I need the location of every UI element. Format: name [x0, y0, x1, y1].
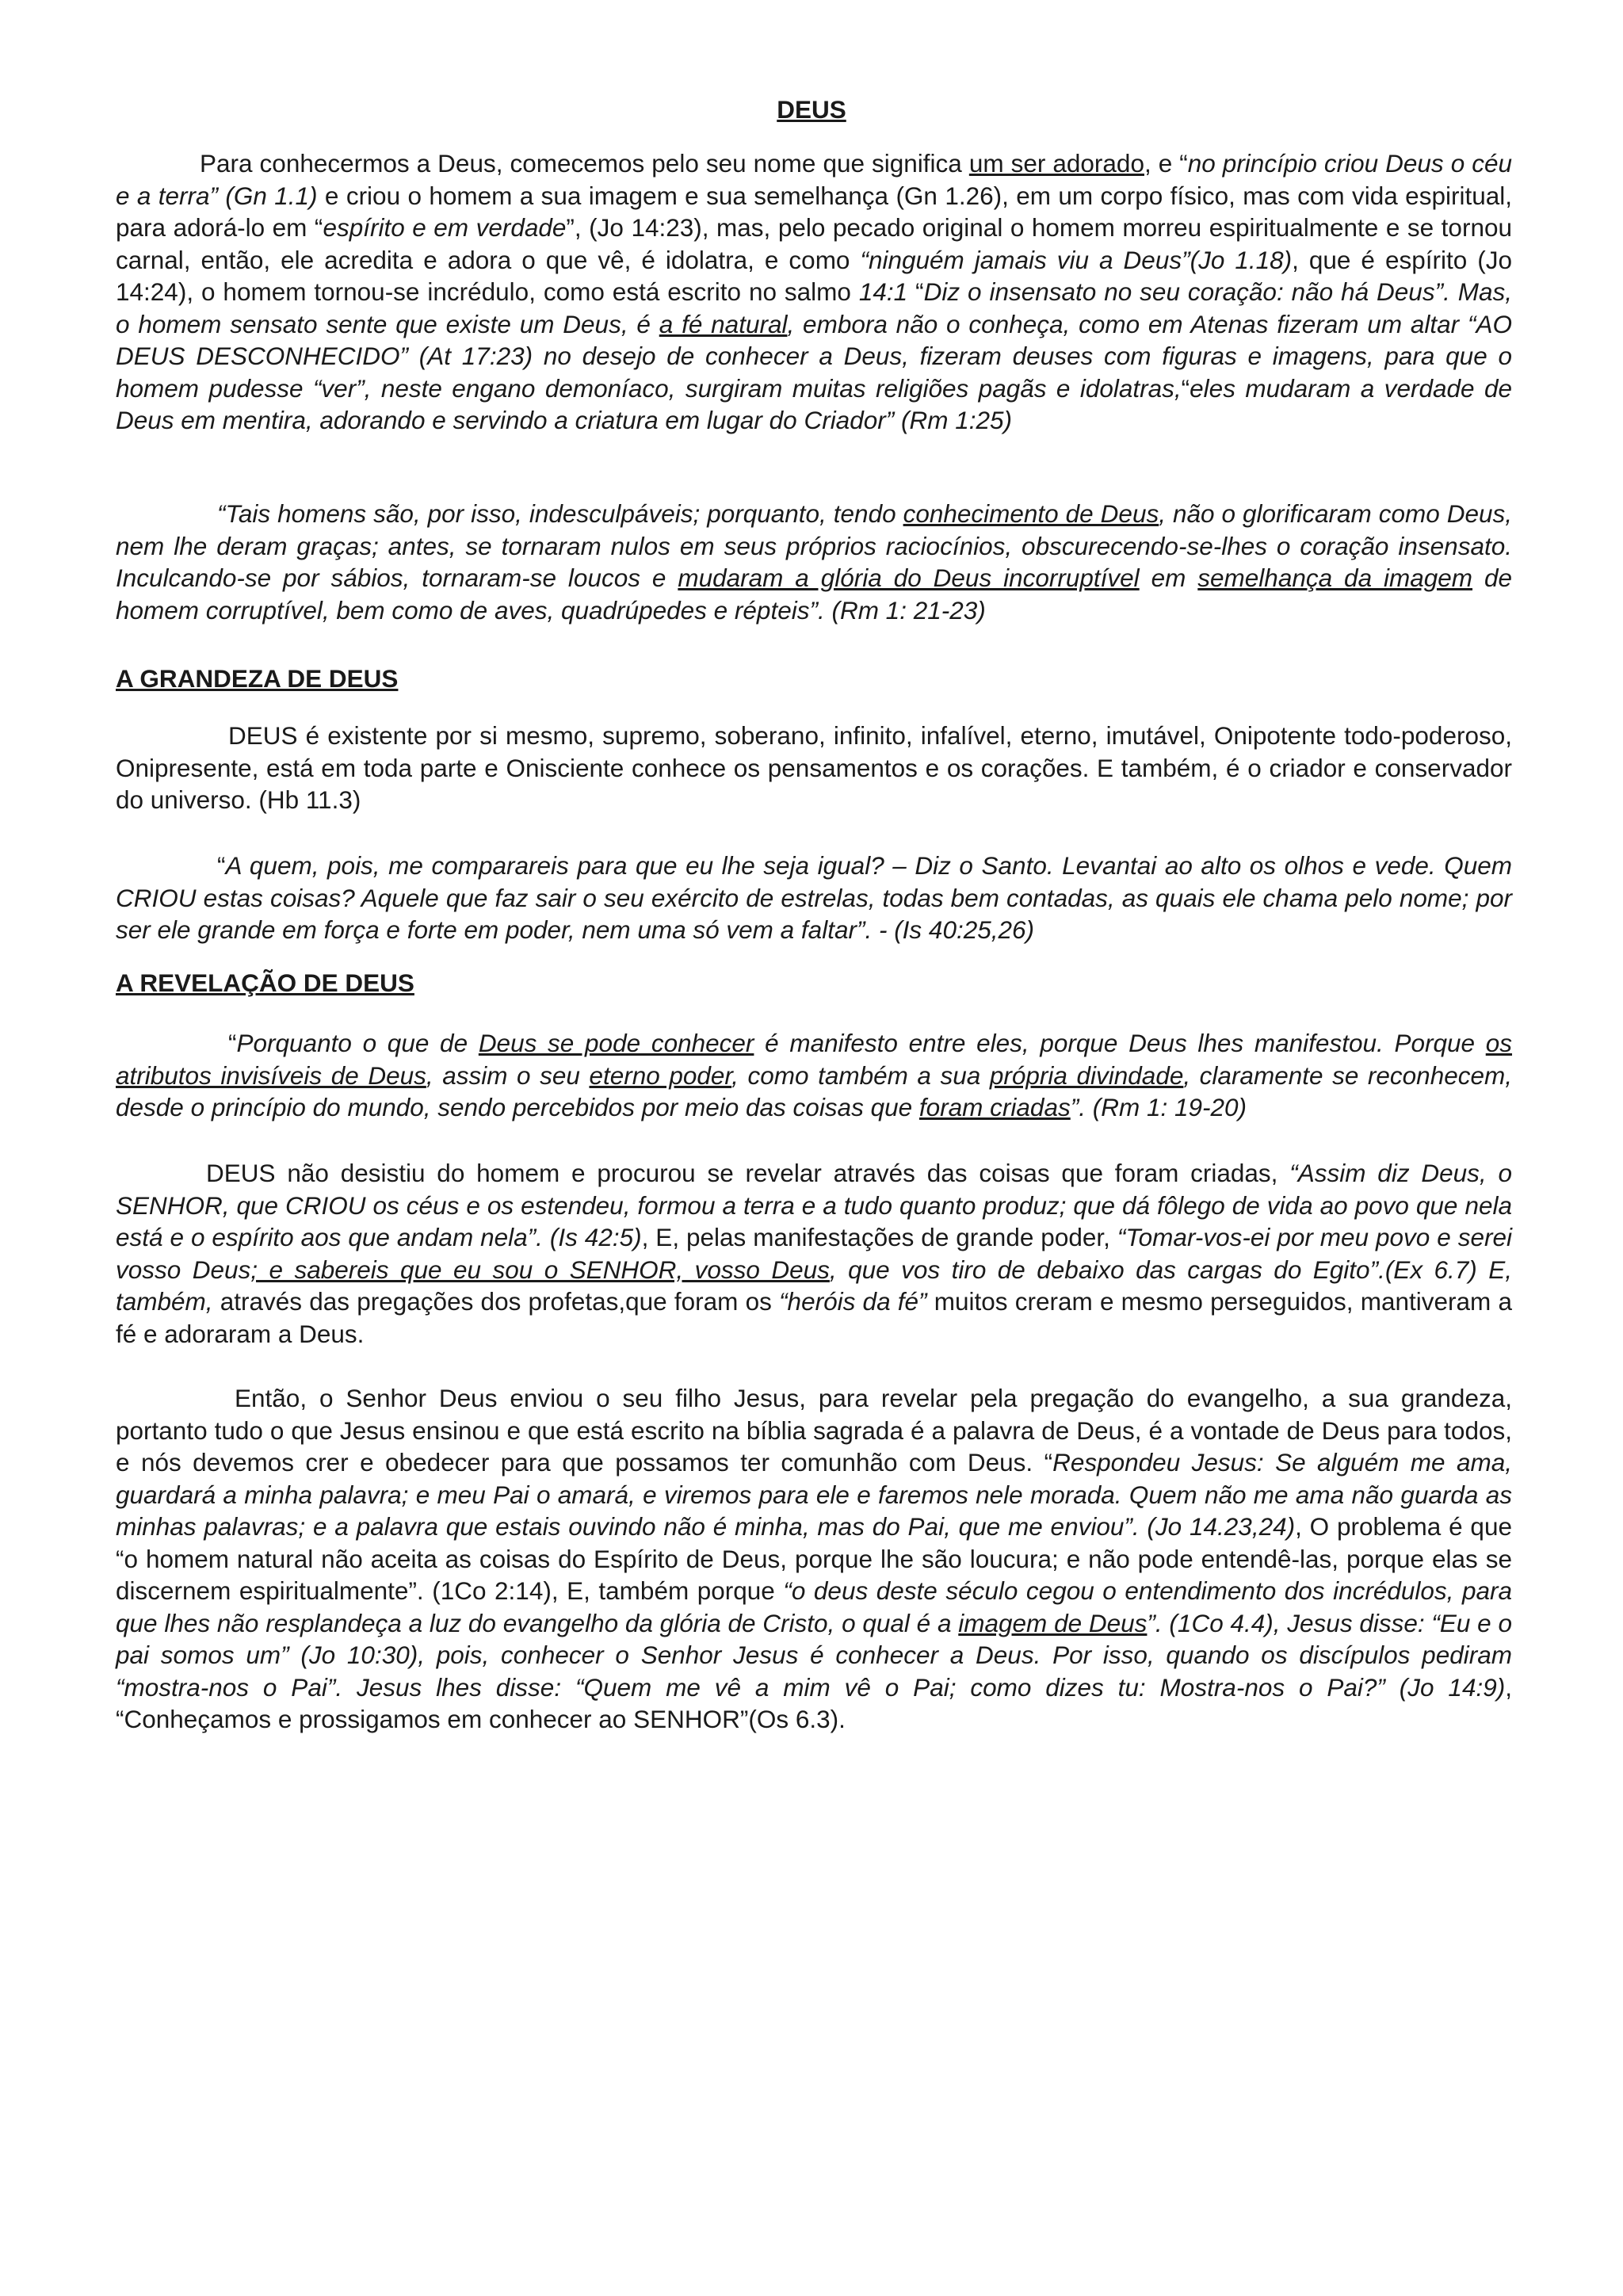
- paragraph-grandeza: [116, 720, 1512, 816]
- text-segment: os atributos invisíveis de Deus: [116, 1029, 1513, 1090]
- text-segment: no princípio criou Deus o céu e a terra” (Gn 1.1): [116, 149, 1513, 210]
- text-segment: eles mudaram a verdade de Deus em mentira, adorando e servindo a criatura em lugar do Criador” (Rm 1:25): [116, 373, 1513, 434]
- text-segment: conhecimento de Deus: [903, 499, 1159, 528]
- text-segment: “o deus deste século cegou o entendimento dos incrédulos, para que lhes não resplandeça a luz do evangelho da glória de Cristo, o qual é a: [116, 1576, 1512, 1637]
- text-segment: “Tomar-vos-ei por meu povo e serei vosso Deus: [116, 1223, 1512, 1284]
- text-segment: 14:1: [858, 277, 908, 306]
- text-segment: DEUS é existente por si mesmo, supremo, soberano, infinito, infalível, eterno, imutável, Onipotente todo-poderoso, Onipresente, está em toda parte e Onisciente conhece os pensamentos e os corações. E também, é o criador e conservador do universo. (Hb 11.3): [116, 721, 1512, 814]
- text-segment: Porquanto o que de: [236, 1029, 479, 1057]
- text-segment: “: [907, 277, 924, 306]
- text-segment: é manifesto entre eles, porque Deus lhes manifestou. Porque: [754, 1029, 1486, 1057]
- text-segment: “: [217, 851, 226, 880]
- paragraph-jesus: [116, 1382, 1512, 1736]
- text-segment: Diz o insensato no seu coração: não há Deus”. Mas, o homem sensato sente que existe um Deus, é: [116, 277, 1512, 338]
- text-segment: , O problema é que “o homem natural não aceita as coisas do Espírito de Deus, porque lhe são loucura; e não pode entendê-las, porque elas se discernem espiritualmente”. (1Co 2:14), E, também porque: [116, 1512, 1512, 1605]
- paragraph-intro: [116, 147, 1512, 437]
- text-segment: própria divindade: [989, 1060, 1184, 1090]
- page-title: DEUS: [777, 95, 846, 124]
- text-segment: e criou o homem a sua imagem e sua semelhança (Gn 1.26), em um corpo físico, mas com vida espiritual, para adorá-lo em “: [116, 181, 1512, 242]
- text-segment: Respondeu Jesus: Se alguém me ama, guardará a minha palavra; e meu Pai o amará, e viremos para ele e faremos nele morada. Quem não me ama não guarda as minhas palavras; e a palavra que estais ouvindo não é minha, mas do Pai, que me enviou”. (Jo 14.23,24): [116, 1448, 1512, 1541]
- text-segment: a fé natural: [659, 309, 788, 338]
- paragraph-revelacao-quote: [116, 1027, 1512, 1124]
- text-segment: em: [1139, 563, 1198, 592]
- text-segment: , que vos tiro de debaixo das cargas do Egito”.(Ex 6.7) E, também,: [116, 1255, 1513, 1316]
- text-segment: Deus se pode conhecer: [478, 1029, 754, 1057]
- text-segment: DEUS não desistiu do homem e procurou se revelar através das coisas que foram criadas,: [206, 1159, 1290, 1187]
- paragraph-romans-quote: [116, 498, 1512, 626]
- text-segment: , assim o seu: [426, 1060, 590, 1090]
- text-segment: , que é espírito (Jo 14:24), o homem tornou-se incrédulo, como está escrito no salmo: [116, 245, 1512, 306]
- paragraph-revelacao: [116, 1157, 1512, 1350]
- text-segment: ; e sabereis que eu sou o SENHOR, vosso Deus: [250, 1255, 830, 1284]
- text-segment: , “Conheçamos e prossigamos em conhecer ao SENHOR”(Os 6.3).: [116, 1672, 1512, 1733]
- text-segment: eterno poder: [589, 1060, 732, 1090]
- text-segment: , E, pelas manifestações de grande poder,: [641, 1223, 1117, 1251]
- text-segment: , como também a sua: [731, 1060, 990, 1090]
- text-segment: “: [228, 1029, 237, 1057]
- text-segment: “Tais homens são, por isso, indesculpáveis; porquanto, tendo: [217, 499, 903, 528]
- text-segment: ”, (Jo 14:23), mas, pelo pecado original o homem morreu espiritualmente e se tornou carnal, então, ele acredita e adora o que vê, é idolatra, e como: [116, 213, 1512, 274]
- text-segment: Para conhecermos a Deus, comecemos pelo seu nome que significa: [200, 149, 969, 178]
- text-segment: através das pregações dos profetas,que foram os: [212, 1287, 780, 1316]
- paragraph-isaiah-quote: [116, 850, 1512, 946]
- text-segment: , não o glorificaram como Deus, nem lhe deram graças; antes, se tornaram nulos em seus próprios raciocínios, obscurecendo-se-lhes o coração insensato. Inculcando-se por sábios, tornaram-se loucos e: [116, 499, 1512, 592]
- text-segment: “Assim diz Deus, o SENHOR, que CRIOU os céus e os estendeu, formou a terra e a tudo quanto produz; que dá fôlego de vida ao povo que nela está e o espírito aos que andam nela”. (Is 42:5): [116, 1159, 1512, 1251]
- text-segment: , embora não o conheça, como em Atenas fizeram um altar “AO DEUS DESCONHECIDO” (At 17:23) no desejo de conhecer a Deus, fizeram deuses com figuras e imagens, para que o homem pudesse “ver”, neste engano demoníaco, surgiram muitas religiões pagãs e idolatras,: [116, 309, 1512, 403]
- text-segment: muitos creram e mesmo perseguidos, mantiveram a fé e adoraram a Deus.: [116, 1287, 1512, 1348]
- text-segment: espírito e em verdade: [323, 213, 567, 242]
- text-segment: , claramente se reconhecem, desde o princípio do mundo, sendo percebidos por meio das coisas que: [116, 1060, 1512, 1121]
- text-segment: “heróis da fé”: [779, 1287, 927, 1316]
- text-segment: A quem, pois, me comparareis para que eu lhe seja igual? – Diz o Santo. Levantai ao alto os olhos e vede. Quem CRIOU estas coisas? Aquele que faz sair o seu exército de estrelas, todas bem contadas, as quais ele chama pelo nome; por ser ele grande em força e forte em poder, nem uma só vem a faltar”. - (Is 40:25,26): [116, 851, 1512, 944]
- text-segment: foram criadas: [918, 1093, 1071, 1121]
- text-segment: “ninguém jamais viu a Deus”(Jo 1.18): [860, 245, 1293, 274]
- heading-grandeza: A GRANDEZA DE DEUS: [116, 664, 399, 693]
- text-segment: “: [1181, 373, 1190, 403]
- text-segment: imagem de Deus: [958, 1608, 1148, 1637]
- text-segment: de homem corruptível, bem como de aves, quadrúpedes e répteis”. (Rm 1: 21-23): [116, 563, 1513, 625]
- text-segment: mudaram a glória do Deus incorruptível: [678, 563, 1140, 592]
- heading-revelacao: A REVELAÇÃO DE DEUS: [116, 968, 414, 997]
- text-segment: semelhança da imagem: [1197, 563, 1473, 592]
- text-segment: ”. (1Co 4.4), Jesus disse: “Eu e o pai somos um” (Jo 10:30), pois, conhecer o Senhor Jesus é conhecer a Deus. Por isso, quando os discípulos pediram “mostra-nos o Pai”. Jesus lhes disse: “Quem me vê a mim vê o Pai; como dizes tu: Mostra-nos o Pai?” (Jo 14:9): [116, 1608, 1512, 1702]
- text-segment: um ser adorado: [968, 149, 1144, 178]
- text-segment: ”. (Rm 1: 19-20): [1070, 1093, 1247, 1121]
- text-segment: Então, o Senhor Deus enviou o seu filho Jesus, para revelar pela pregação do evangelho, a sua grandeza, portanto tudo o que Jesus ensinou e que está escrito na bíblia sagrada é a palavra de Deus, é a vontade de Deus para todos, e nós devemos crer e obedecer para que possamos ter comunhão com Deus. “: [116, 1384, 1512, 1477]
- text-segment: , e “: [1144, 149, 1188, 178]
